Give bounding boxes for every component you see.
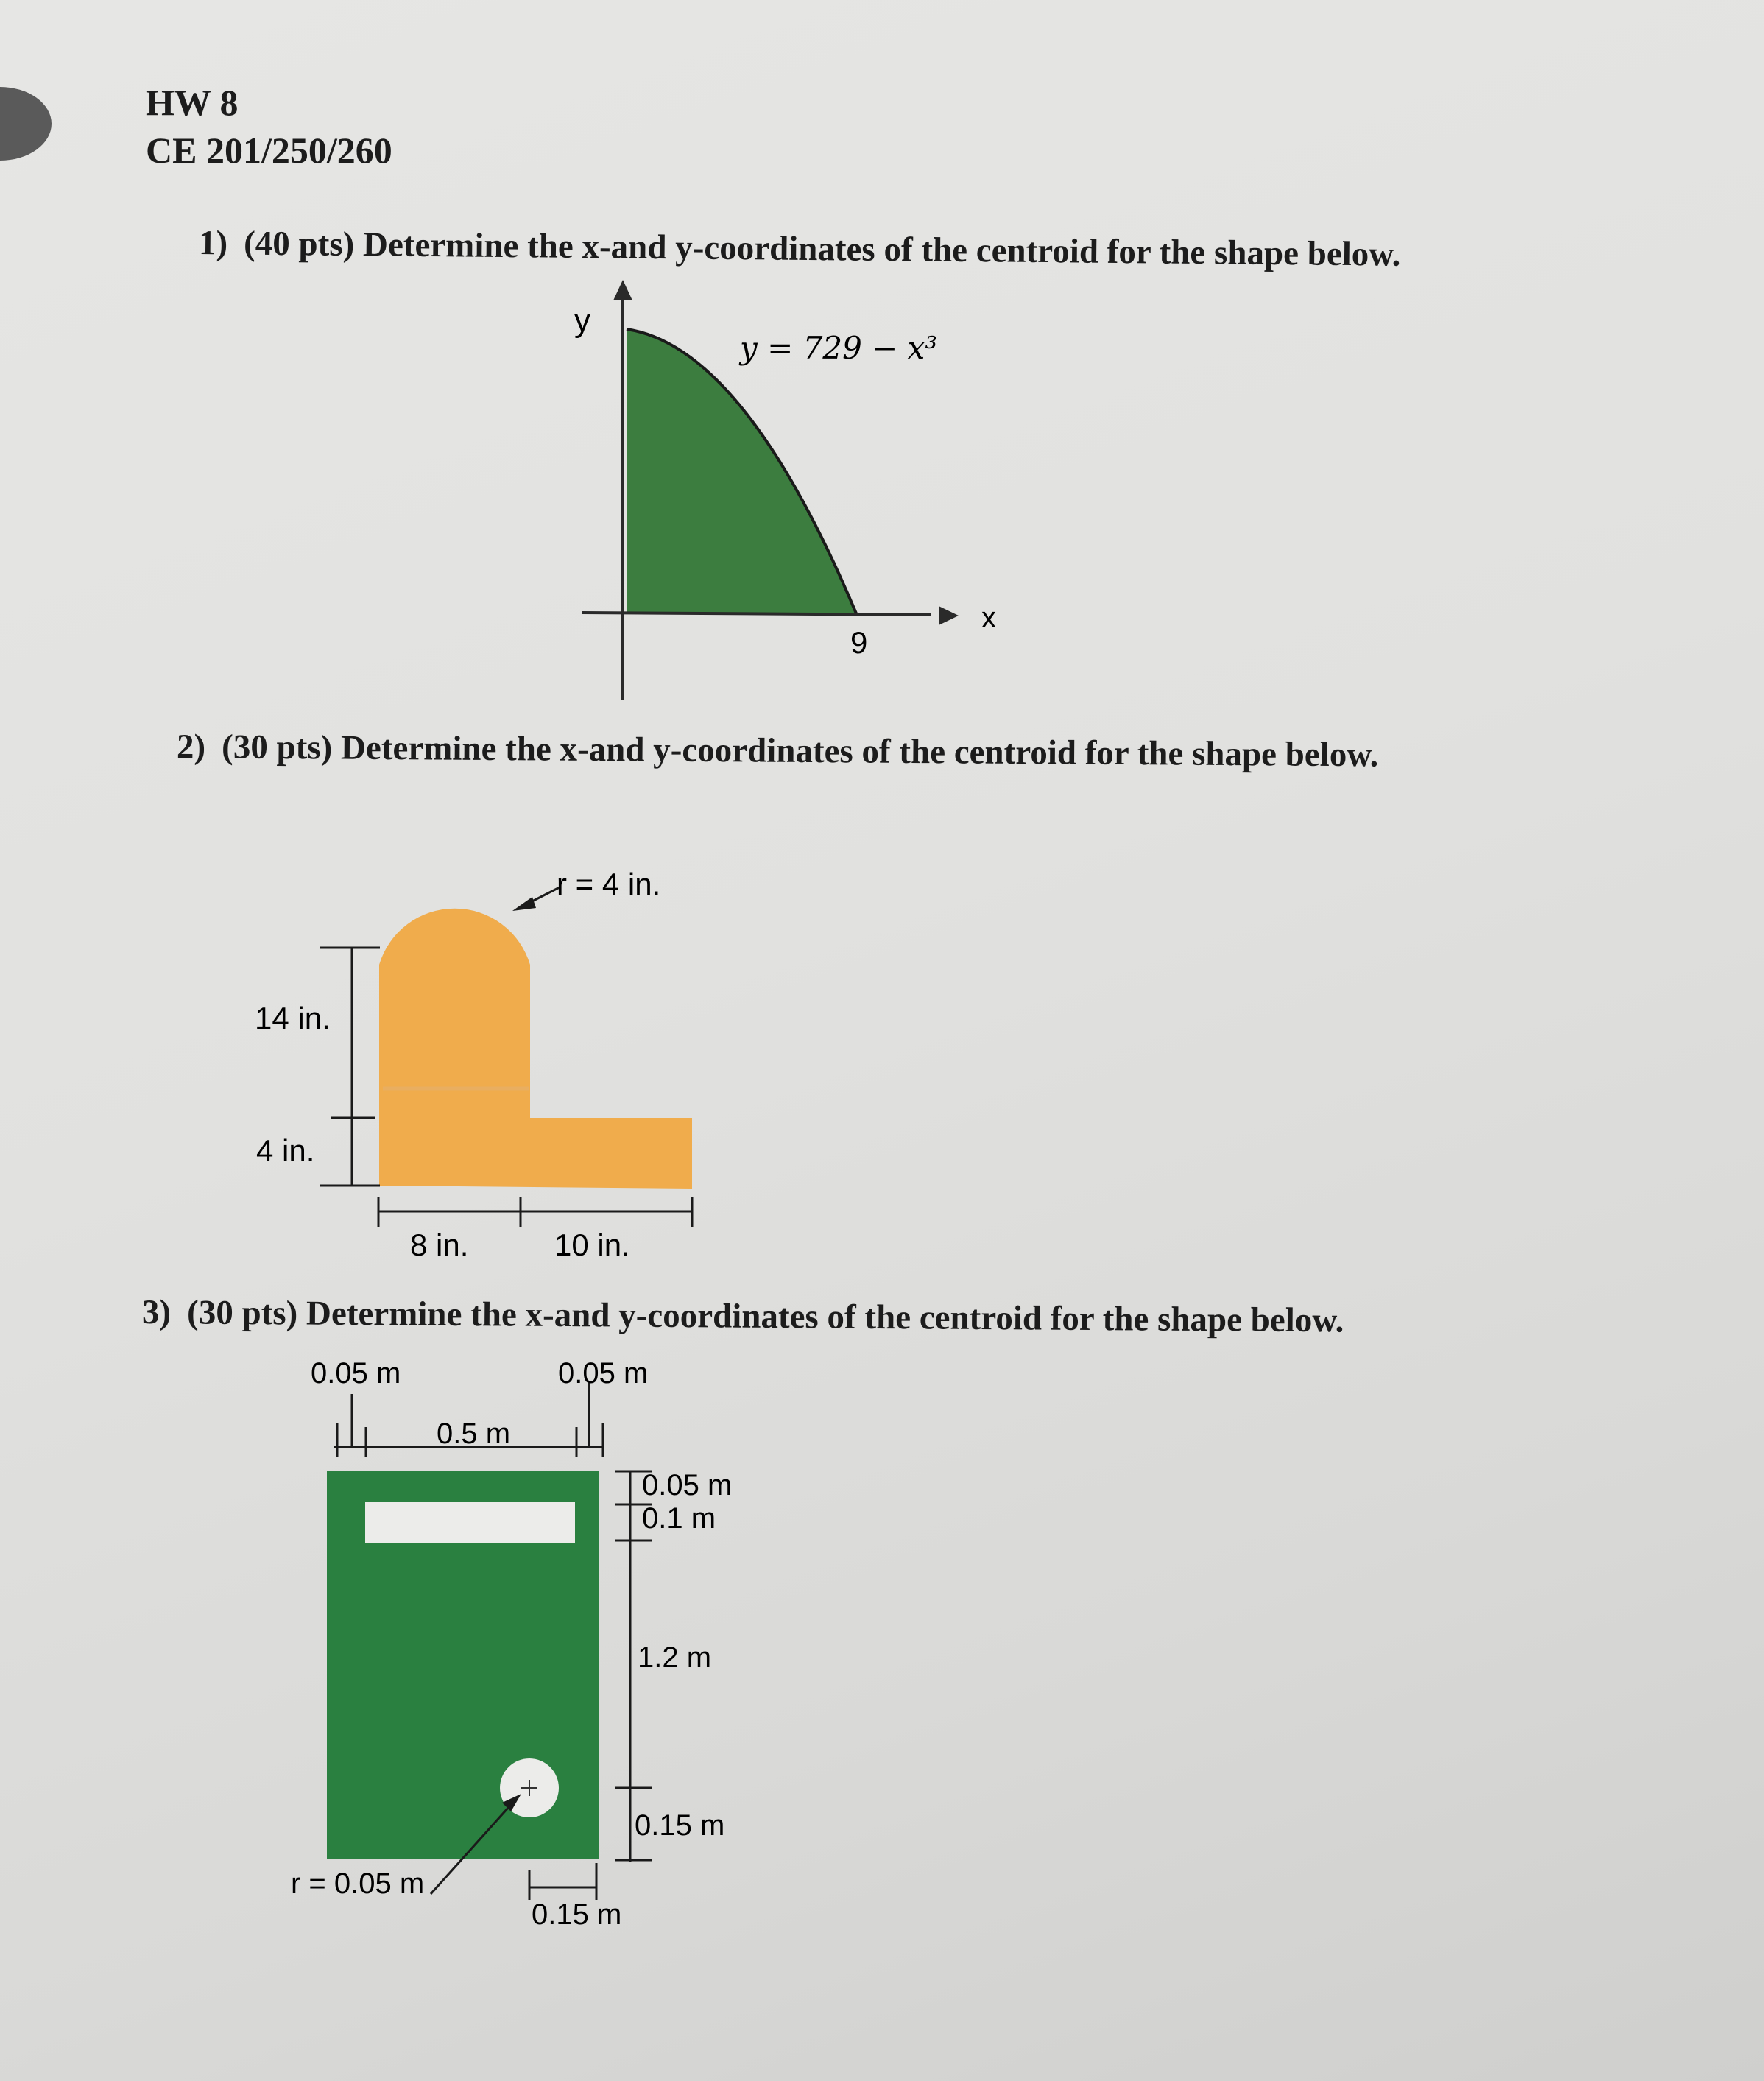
- figure-1-x-label: x: [981, 602, 996, 634]
- figure-1-x-arrow: [939, 606, 959, 625]
- figure-2-l-shape: [379, 909, 692, 1189]
- figure-3-slot-width-label: 0.5 m: [437, 1418, 511, 1450]
- figure-3-hole-offset-x-label: 0.15 m: [532, 1898, 622, 1931]
- figure-2-radius-arrowhead: [512, 897, 536, 911]
- figure-3-height-label: 1.2 m: [638, 1641, 712, 1674]
- figure-2: [255, 867, 692, 1262]
- figure-3-top-right-margin-label: 0.05 m: [558, 1357, 649, 1390]
- question-2-number: 2): [176, 728, 206, 767]
- figure-2-width-label-1: 8 in.: [410, 1228, 469, 1262]
- question-3-number: 3): [141, 1293, 172, 1332]
- figure-2-radius-label: r = 4 in.: [557, 867, 661, 901]
- homework-title: HW 8: [146, 82, 239, 123]
- figure-3-top-offset-label: 0.05 m: [642, 1469, 733, 1501]
- figure-3: [291, 1357, 732, 1931]
- question-1-number: 1): [198, 224, 228, 263]
- question-3-text: (30 pts) Determine the x-and y-coordinates of the centroid for the shape below.: [186, 1293, 1344, 1340]
- question-2-text: (30 pts) Determine the x-and y-coordinates of the centroid for the shape below.: [221, 728, 1379, 775]
- figure-1-x-intercept: 9: [850, 625, 868, 660]
- figure-2-height-label: 14 in.: [255, 1001, 331, 1035]
- figure-3-top-left-margin-label: 0.05 m: [311, 1357, 401, 1390]
- figure-2-base-height-label: 4 in.: [256, 1133, 315, 1168]
- figure-1: [574, 280, 996, 700]
- figure-1-area: [627, 329, 856, 613]
- figure-1-y-arrow: [613, 280, 632, 300]
- figure-1-y-label: y: [574, 303, 590, 339]
- course-number: CE 201/250/260: [146, 130, 392, 171]
- figure-1-equation: y = 729 − x³: [740, 330, 938, 366]
- figure-3-slot-height-label: 0.1 m: [642, 1502, 716, 1535]
- figure-3-slot: [365, 1502, 575, 1543]
- figure-3-hole-radius-label: r = 0.05 m: [291, 1867, 425, 1900]
- figure-3-hole-offset-y-label: 0.15 m: [635, 1809, 725, 1842]
- figure-2-width-label-2: 10 in.: [554, 1228, 630, 1262]
- figure-1-x-axis: [582, 613, 931, 615]
- question-1-text: (40 pts) Determine the x-and y-coordinates of the centroid for the shape below.: [243, 224, 1401, 274]
